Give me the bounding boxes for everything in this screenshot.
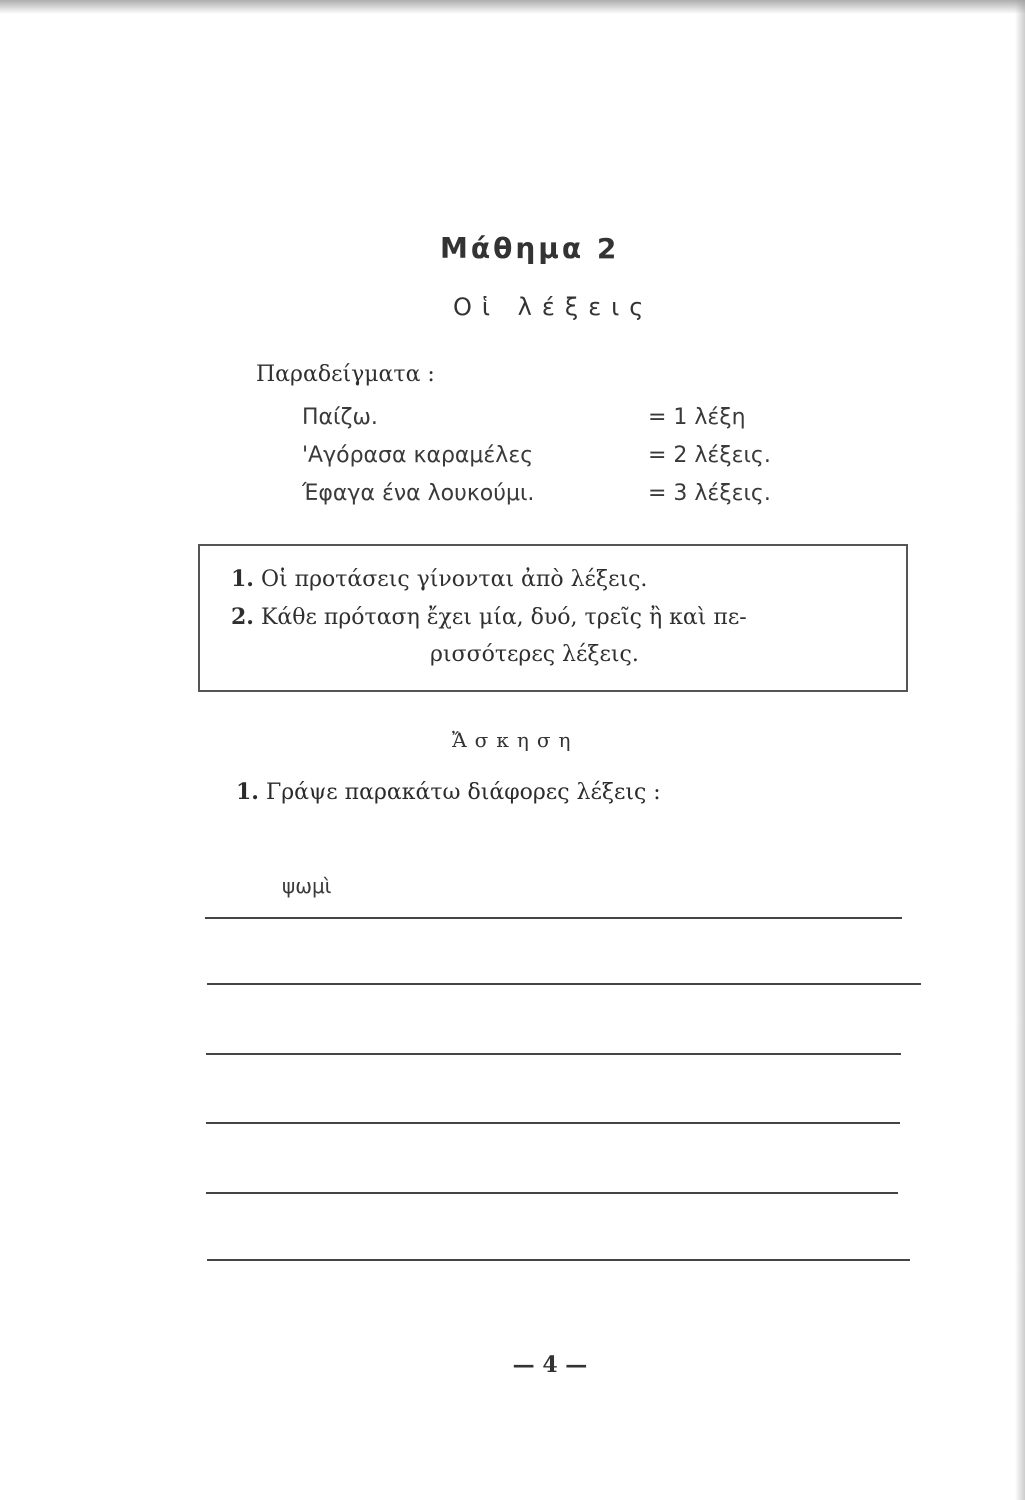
example-word-count: = 2 λέξεις.: [648, 443, 771, 468]
examples-heading: Παραδείγματα :: [256, 362, 435, 387]
example-sentence: Έφαγα ένα λουκούμι.: [302, 481, 535, 506]
answer-line[interactable]: [206, 1053, 901, 1055]
lesson-subtitle: Οἱ λέξεις: [453, 293, 654, 321]
rule-text: Κάθε πρόταση ἔχει μία, δυό, τρεῖς ἢ καὶ πε-: [260, 605, 747, 630]
scan-edge-top: [0, 0, 1025, 14]
answer-line[interactable]: [207, 983, 921, 985]
rule-continuation: ρισσότερες λέξεις.: [430, 642, 639, 667]
rule-number: 2.: [231, 604, 254, 630]
answer-line[interactable]: [206, 1122, 900, 1124]
example-word-count: = 1 λέξη: [648, 405, 746, 430]
rule-item-2: [231, 604, 747, 630]
rule-text: Οἱ προτάσεις γίνονται ἀπὸ λέξεις.: [260, 567, 648, 592]
answer-line[interactable]: [206, 1192, 898, 1194]
instruction-text: Γράψε παρακάτω διάφορες λέξεις :: [265, 780, 661, 805]
instruction-number: 1.: [236, 779, 259, 805]
example-sentence: 'Αγόρασα καραμέλες: [302, 443, 534, 468]
answer-line[interactable]: [205, 917, 902, 919]
answer-line[interactable]: [207, 1259, 910, 1261]
scan-edge-right: [1015, 0, 1025, 1500]
exercise-instruction: [236, 779, 661, 805]
example-sentence: Παίζω.: [302, 405, 378, 430]
example-answer-word: ψωμὶ: [282, 874, 332, 898]
lesson-title: Μάθημα 2: [440, 232, 620, 265]
example-word-count: = 3 λέξεις.: [648, 481, 771, 506]
rule-number: 1.: [231, 566, 254, 592]
rule-item-1: [231, 566, 647, 592]
exercise-heading: Ἄσκηση: [452, 728, 579, 752]
page-number: — 4 —: [512, 1352, 588, 1378]
